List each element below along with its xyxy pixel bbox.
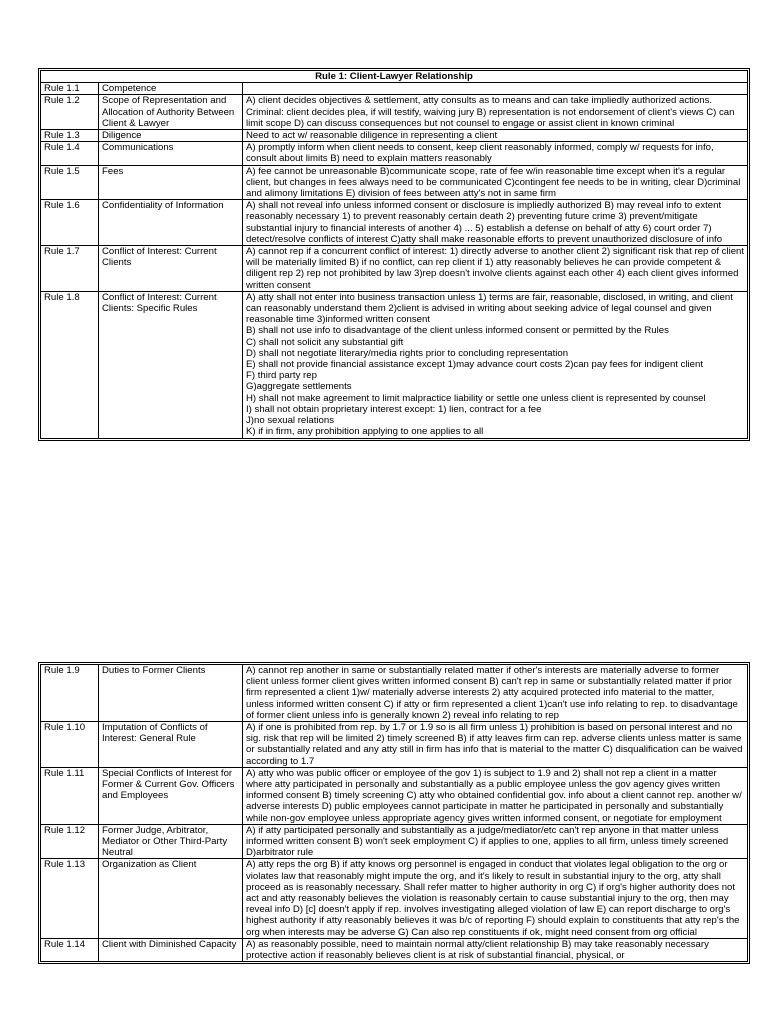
rule-number: Rule 1.4 (41, 142, 99, 165)
rule-name: Scope of Representation and Allocation of Authority Between Client & Lawyer (99, 95, 243, 130)
rule-name: Diligence (99, 130, 243, 142)
rule-summary: A) promptly inform when client needs to consent, keep client reasonably informed, comply w/ requests for info, consult about limits B) need to explain matters reasonably (243, 142, 748, 165)
rule-number: Rule 1.3 (41, 130, 99, 142)
rule-number: Rule 1.5 (41, 165, 99, 200)
rule-number: Rule 1.13 (41, 859, 99, 938)
rule-summary: A) shall not reveal info unless informed consent or disclosure is impliedly authorized B) may reveal info to extent reasonably necessary 1) to prevent reasonably certain death 2) preventing future crime 3) prevent/mitigate substantial injury to financial interests of another 4) ... 5) establish a defense on behalf of atty 6) court order 7) detect/resolve conflicts of interest C)atty shall make reasonable efforts to prevent unauthorized disclosure of info (243, 200, 748, 246)
table-row (41, 200, 748, 246)
table-row (41, 665, 748, 722)
rule-name: Special Conflicts of Interest for Former & Current Gov. Officers and Employees (99, 767, 243, 824)
rule-summary (243, 83, 748, 95)
rule-number: Rule 1.11 (41, 767, 99, 824)
rule-summary: A) atty who was public officer or employee of the gov 1) is subject to 1.9 and 2) shall not rep a client in a matter where atty participated in personally and substantially as a public employee unless the gov agency gives written informed consent B) timely screening C) atty who obtained confidential gov. info about a client cannot rep. another w/ adverse interests D) public employees cannot participate in matter he participated in personally and substantially while non-gov employee unless appropriate agency gives written informed consent, or negotiate for employment (243, 767, 748, 824)
rule-summary: A) fee cannot be unreasonable B)communicate scope, rate of fee w/in reasonable time except when it's a regular client, but changes in fees always need to be communicated C)contingent fee needs to be in writing, clear D)criminal and alimony limitations E) division of fees between atty's not in same firm (243, 165, 748, 200)
rule-number: Rule 1.7 (41, 246, 99, 292)
rule-number: Rule 1.8 (41, 291, 99, 438)
rule-number: Rule 1.14 (41, 938, 99, 961)
rule-name: Conflict of Interest: Current Clients: Specific Rules (99, 291, 243, 438)
table-row (41, 859, 748, 938)
rule-summary: A) atty reps the org B) if atty knows org personnel is engaged in conduct that violates legal obligation to the org or violates law that reasonably might impute the org, and it's likely to result in substantial injury to the org, atty shall proceed as is reasonably necessary. Shall refer matter to higher authority in org C) if org's higher authority does not act and atty reasonably believes the violation is reasonably certain to cause substantial injury to the org, then may reveal info D) [c] doesn't apply if rep. involves investigating alleged violation of law E) can report discharge to org's highest authority if atty reasonably believes it was b/c of reporting F) should explain to constituents that atty rep's the org when interests may be adverse G) Can also rep constituents if ok, might need consent from org official (243, 859, 748, 938)
table-row (41, 722, 748, 768)
rule-summary: A) if one is prohibited from rep. by 1.7 or 1.9 so is all firm unless 1) prohibition is based on personal interest and no sig. risk that rep will be limited 2) timely screened B) if atty leaves firm can rep. adverse clients unless matter is same or substantially related and any atty still in firm has info that is material to the matter C) disqualification can be waived according to 1.7 (243, 722, 748, 768)
rule-name: Former Judge, Arbitrator, Mediator or Other Third-Party Neutral (99, 824, 243, 859)
rules-table-1 (40, 70, 748, 439)
table-title: Rule 1: Client-Lawyer Relationship (41, 71, 748, 83)
rule-name: Communications (99, 142, 243, 165)
rule-summary: A) cannot rep another in same or substantially related matter if other's interests are materially adverse to former client unless former client gives written informed consent B) can't rep in same or substantially related matter if prior firm represented a client 1)w/ materially adverse interests 2) atty acquired protected info material to the matter, unless informed written consent C) if atty or firm represented a client 1)can't use info relating to rep. to disadvantage of former client unless info is generally known 2) reveal info relating to rep (243, 665, 748, 722)
table-row (41, 938, 748, 961)
rule-number: Rule 1.9 (41, 665, 99, 722)
rules-table-2 (40, 664, 748, 962)
rule-summary: A) cannot rep if a concurrent conflict of interest: 1) directly adverse to another client 2) significant risk that rep of client will be materially limited B) if no conflict, can rep client if 1) atty reasonably believes he can provide competent & diligent rep 2) rep not prohibited by law 3)rep doesn't involve clients against each other 4) each client gives informed written consent (243, 246, 748, 292)
table-row (41, 767, 748, 824)
table-row (41, 291, 748, 438)
rule-number: Rule 1.12 (41, 824, 99, 859)
rule-number: Rule 1.6 (41, 200, 99, 246)
rule-name: Fees (99, 165, 243, 200)
rule-number: Rule 1.2 (41, 95, 99, 130)
table-header-row (41, 83, 748, 95)
table-row (41, 165, 748, 200)
table-row (41, 246, 748, 292)
rule-name: Organization as Client (99, 859, 243, 938)
rule-name: Competence (99, 83, 243, 95)
rule-name: Client with Diminished Capacity (99, 938, 243, 961)
table-title-row (41, 71, 748, 83)
rule-name: Conflict of Interest: Current Clients (99, 246, 243, 292)
rule-summary: A) if atty participated personally and substantially as a judge/mediator/etc can't rep anyone in that matter unless informed written consent B) won't seek employment C) if applies to one, applies to all firm, unless timely screened D)arbitrator rule (243, 824, 748, 859)
rule-summary: A) client decides objectives & settlement, atty consults as to means and can take impliedly authorized actions. Criminal: client decides plea, if will testify, waiving jury B) representation is not endorsement of client's views C) can limit scope D) can discuss consequences but not counsel to engage or assist client in known criminal (243, 95, 748, 130)
table-row (41, 824, 748, 859)
rule-summary: Need to act w/ reasonable diligence in representing a client (243, 130, 748, 142)
rule-number: Rule 1.1 (41, 83, 99, 95)
rule-name: Confidentiality of Information (99, 200, 243, 246)
rule-name: Duties to Former Clients (99, 665, 243, 722)
rule-number: Rule 1.10 (41, 722, 99, 768)
table-row (41, 130, 748, 142)
rule-name: Imputation of Conflicts of Interest: General Rule (99, 722, 243, 768)
rule-summary: A) as reasonably possible, need to maintain normal atty/client relationship B) may take reasonably necessary protective action if reasonably believes client is at risk of substantial financial, physical, or (243, 938, 748, 961)
table-row (41, 95, 748, 130)
table-row (41, 142, 748, 165)
rule-summary: A) atty shall not enter into business transaction unless 1) terms are fair, reasonable, disclosed, in writing, and client can reasonably understand them 2)client is advised in writing about seeking advice of legal counsel and given reasonable time 3)informed written consent B) shall not use info to disadvantage of the client unless informed consent or permitted by the Rules C) shall not solicit any substantial gift D) shall not negotiate literary/media rights prior to concluding representation E) shall not provide financial assistance except 1)may advance court costs 2)can pay fees for indigent client F) third party rep G)aggregate settlements H) shall not make agreement to limit malpractice liability or settle one unless client is represented by counsel I) shall not obtain proprietary interest except: 1) lien, contract for a fee J)no sexual relations K) if in firm, any prohibition applying to one applies to all (243, 291, 748, 438)
